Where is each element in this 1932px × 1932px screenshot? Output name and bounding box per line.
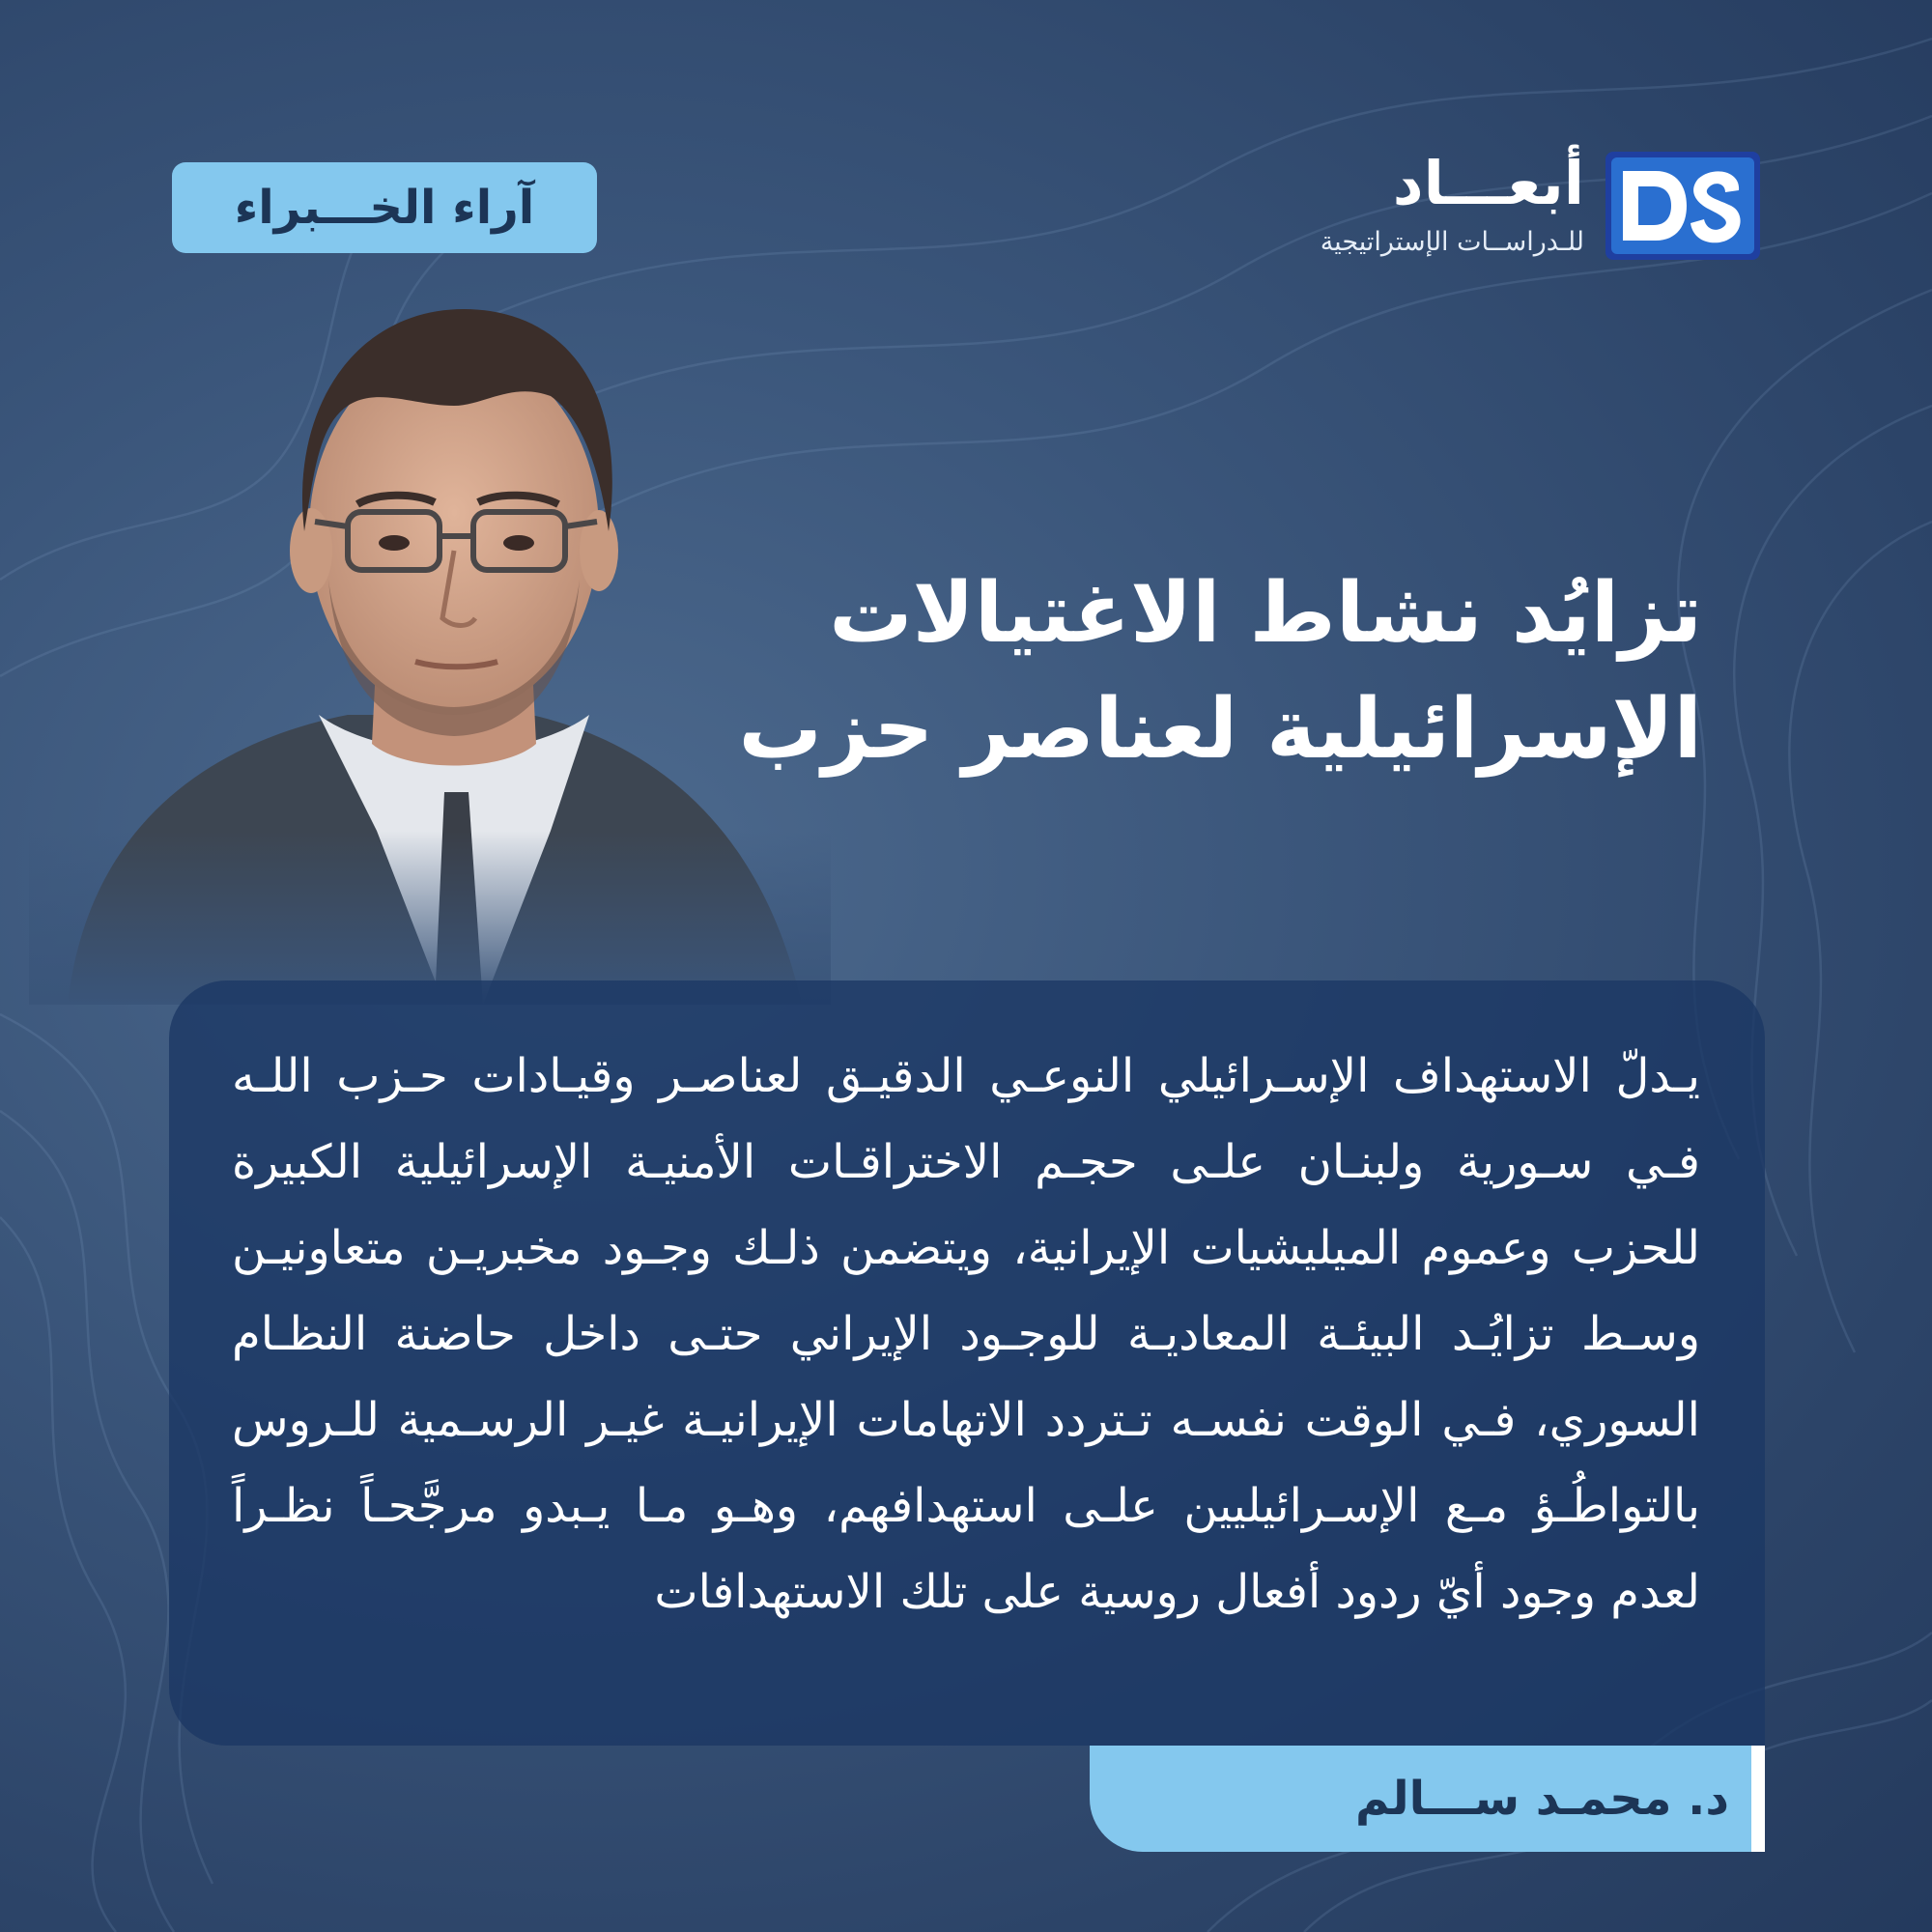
headline-line-2: الإسرائيلية لعناصر حزب bbox=[738, 681, 1702, 778]
quote-text: يـدلّ الاستهداف الإسـرائيلي النوعـي الدقيـق لعناصـر وقيـادات حـزب اللـه فـي سـورية ولبنـان علـى حجـم الاختراقـات الأمنيـة الإسرائيلية الكبيرة للحزب وعموم الميليشيات الإيرانية، ويتضمن ذلـك وجـود مخبريـن متعاونيـن وسـط تزايُـد البيئـة المعاديـة للوجـود الإيراني حتـى داخل حاضنة النظـام السوري، فـي الوقت نفسـه تـتردد الاتهامات الإيرانيـة غيـر الرسـمية للـروس بالتواطُـؤ مـع الإسـرائيليين علـى استهدافهم، وهـو مـا يـبدو مرجَّحـاً نظـراً لعدم وجود أيّ ردود أفعال روسية على تلك الاستهدافات bbox=[232, 1049, 1700, 1619]
brand-name: أبعـــاد bbox=[1392, 148, 1584, 218]
abaad-logo-icon bbox=[1605, 152, 1760, 260]
portrait-photo bbox=[29, 290, 831, 1005]
headline-line-1: تزايُد نشاط الاغتيالات bbox=[829, 565, 1702, 662]
author-accent-bar bbox=[1751, 1746, 1765, 1852]
category-badge bbox=[172, 162, 597, 253]
author-name: د. محمـد ســـالم bbox=[1354, 1772, 1729, 1826]
brand-logo bbox=[1238, 150, 1760, 266]
headline bbox=[736, 555, 1702, 787]
category-badge-label: آراء الخـــبراء bbox=[234, 181, 535, 235]
brand-tagline: للـدراســات الإستراتيجية bbox=[1320, 227, 1584, 257]
